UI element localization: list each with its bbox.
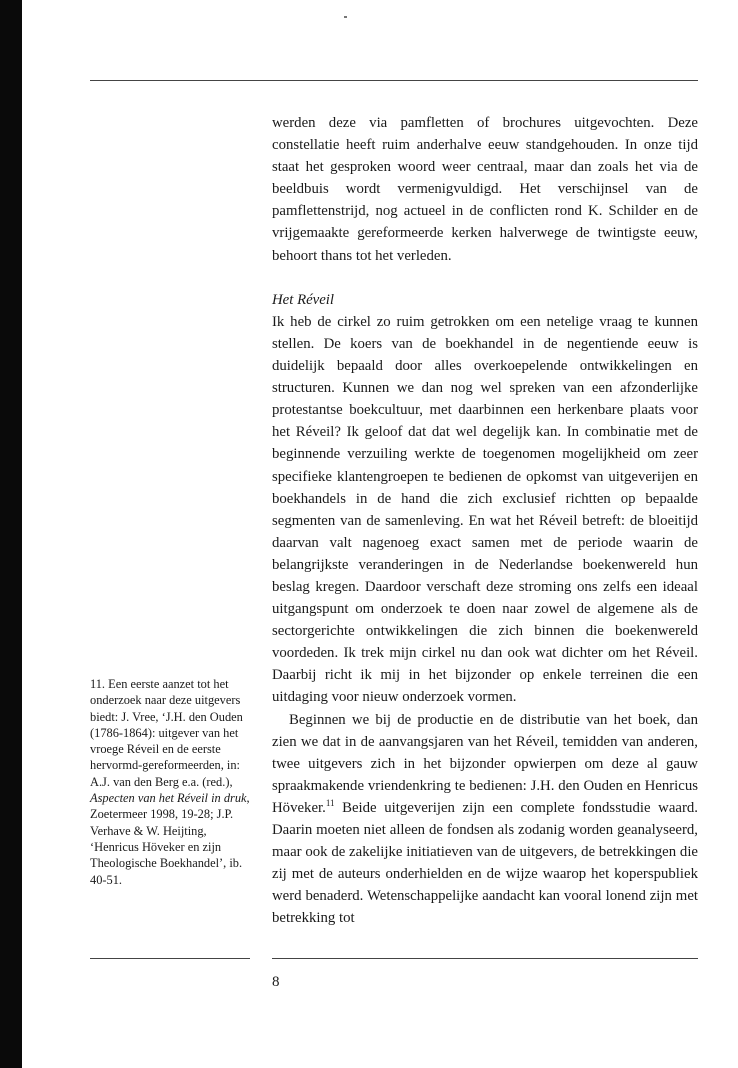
footnote-text [90, 676, 250, 888]
paragraph-productie-start: Beginnen we bij de productie en de distributie van het boek, dan zien we dat in de aanvangsjaren van het Réveil, temidden van anderen, twee uitgevers zich in het bijzonder opwierpen om deze al gauw spraakmakende vriendenkring te bedienen: J.H. den Ouden en Henricus Höveker. [272, 711, 698, 816]
footnote-book-title: Aspecten van het Réveil in druk [90, 791, 247, 806]
footnote-text-end: , Zoetermeer 1998, 19-28; J.P. Verhave & W. Heijting, ‘Henricus Höveker en zijn Theologische Boekhandel’, ib. 40-51. [90, 791, 250, 887]
scan-binding-edge [0, 0, 22, 1068]
main-text-column [272, 112, 698, 929]
paragraph-cirkel: Ik heb de cirkel zo ruim getrokken om een netelige vraag te kunnen stellen. De koers van de boekhandel in de negentiende eeuw is duidelijk bepaald door alles overkoepelende ontwikkelingen en structuren. Kunnen we dan nog wel spreken van een afzonderlijke protestantse boekcultuur, met daarbinnen een herkenbare plaats voor het Réveil? Ik geloof dat dat wel degelijk kan. In combinatie met de beginnende verzuiling werkte de toegenomen mogelijkheid om zeer specifieke klantengroepen te bedienen de opkomst van uitgeverijen en boekhandels in de hand die zich exclusief richtten op bepaalde segmenten van de samenleving. En wat het Réveil betreft: de bloeitijd daarvan valt nagenoeg exact samen met de periode waarin de belangrijkste veranderingen in de Nederlandse boekenwereld hun beslag kregen. Daardoor verschaft deze stroming ons zelfs een ideaal uitgangspunt om onderzoek te doen naar zowel de algemene als de sectorgerichte ontwikkelingen die zich binnen die boekenwereld voordeden. Ik trek mijn cirkel nu dan ook wat dichter om het Réveil. Daarbij richt ik mij in het bijzonder op enkele terreinen die een uitdaging voor nieuw onderzoek vormen. [272, 313, 698, 706]
section-gap [272, 267, 698, 289]
footer-rule [272, 958, 698, 959]
paragraph-productie-end: Beide uitgeverijen zijn een complete fondsstudie waard. Daarin moeten niet alleen de fondsen als zodanig worden geanalyseerd, maar ook de zakelijke initiatieven van de uitgevers, de betrekkingen die zij met de auteurs onderhielden en de wijze waarop het koperspubliek werd benaderd. Wetenschappelijke aandacht kan vooral lonend zijn met betrekking tot [272, 799, 698, 927]
footnote-reference: 11 [325, 797, 335, 808]
paragraph-pamfletten: werden deze via pamfletten of brochures uitgevochten. Deze constellatie heeft ruim anderhalve eeuw standgehouden. In onze tijd staat het gesproken woord weer centraal, maar dan zoals het via de beeldbuis wordt vermenigvuldigd. Het verschijnsel van de pamflettenstrijd, nog actueel in de conflicten rond K. Schilder en de vrijgemaakte gereformeerde kerken halverwege de twintigste eeuw, behoort thans tot het verleden. [272, 115, 698, 264]
footnote-rule [90, 958, 250, 959]
section-heading: Het Réveil [272, 291, 335, 308]
page-number: 8 [272, 974, 280, 990]
scan-speck [344, 16, 347, 18]
footnote-text-start: 11. Een eerste aanzet tot het onderzoek naar deze uitgevers biedt: J. Vree, ‘J.H. den Ouden (1786-1864): uitgever van het vroege Réveil en de eerste hervormd-gereformeerden, in: A.J. van den Berg e.a. (red.), [90, 677, 243, 789]
paragraph-productie [272, 709, 698, 930]
header-rule [90, 80, 698, 81]
footnote [90, 676, 250, 888]
